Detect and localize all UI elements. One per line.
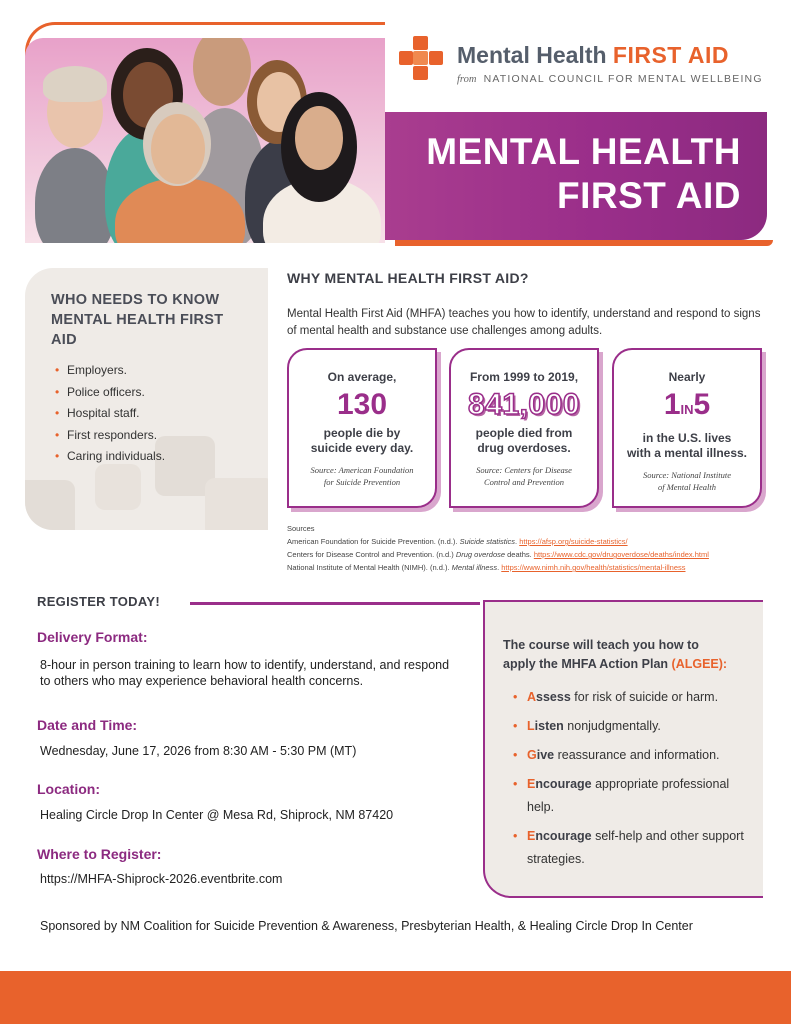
stat-source-line: Control and Prevention xyxy=(483,477,565,487)
source-citation: . xyxy=(515,537,520,546)
algee-text: nonjudgmentally. xyxy=(563,719,661,733)
decorative-tile xyxy=(95,464,141,510)
hero-title-line-1: MENTAL HEALTH xyxy=(426,131,741,172)
stat-source xyxy=(451,464,597,488)
stat-lead: On average, xyxy=(327,370,397,384)
stat-card-mental-illness xyxy=(612,348,762,508)
stat-value xyxy=(614,388,760,427)
decorative-tile xyxy=(25,480,75,530)
list-item xyxy=(513,686,753,709)
algee-letter: A xyxy=(527,690,537,704)
algee-word: ive xyxy=(536,748,555,762)
stat-source-line: for Suicide Prevention xyxy=(323,477,401,487)
stat-source xyxy=(614,469,760,493)
source-citation: American Foundation for Suicide Prevention. (n.d.). xyxy=(287,537,460,546)
algee-text: reassurance and information. xyxy=(554,748,720,762)
source-link[interactable]: https://www.nimh.nih.gov/health/statistics/mental-illness xyxy=(501,563,686,572)
algee-title-line-2 xyxy=(503,655,727,674)
stat-source-line: Source: American Foundation xyxy=(310,465,414,475)
algee-text: for risk of suicide or harm. xyxy=(570,690,719,704)
list-item: • Hospital staff. xyxy=(55,403,165,425)
source-citation: deaths. xyxy=(505,550,534,559)
registration-link[interactable]: https://MHFA-Shiprock-2026.eventbrite.com xyxy=(40,872,283,886)
algee-word: ncourage xyxy=(535,829,592,843)
algee-text: appropriate professional help. xyxy=(527,777,730,814)
person-3-head xyxy=(193,38,251,106)
algee-letter: E xyxy=(527,829,536,843)
stat-value-in: IN xyxy=(680,402,694,417)
location-label: Location: xyxy=(37,781,100,797)
audience-title: WHO NEEDS TO KNOW MENTAL HEALTH FIRST AID xyxy=(51,292,224,348)
date-label: Date and Time: xyxy=(37,717,138,733)
algee-acronym: (ALGEE): xyxy=(671,657,728,671)
stat-value: 130 xyxy=(336,388,388,421)
source-line xyxy=(287,548,709,561)
stat-desc-line: in the U.S. lives xyxy=(642,431,732,445)
stat-desc-line: people died from xyxy=(475,426,573,440)
why-body: Mental Health First Aid (MHFA) teaches you how to identify, understand and respond to signs of mental health and substance use challenges among adults. xyxy=(287,308,761,337)
audience-list xyxy=(55,360,165,468)
stat-source-line: of Mental Health xyxy=(657,482,717,492)
date-value: Wednesday, June 17, 2026 from 8:30 AM - 5:30 PM (MT) xyxy=(40,744,357,758)
stat-lead: Nearly xyxy=(668,370,706,384)
register-heading: REGISTER TODAY! xyxy=(37,594,160,609)
logo-subtitle xyxy=(457,73,763,85)
stat-source-line: Source: Centers for Disease xyxy=(476,465,572,475)
sources-block xyxy=(287,522,709,574)
mhfa-logo xyxy=(397,30,767,100)
algee-list xyxy=(513,686,753,877)
stat-description xyxy=(451,426,597,456)
algee-word: ssess xyxy=(536,690,571,704)
list-item xyxy=(513,773,753,819)
algee-text: self-help and other support strategies. xyxy=(527,829,744,866)
stat-desc-line: people die by xyxy=(323,426,401,440)
stat-desc-line: drug overdoses. xyxy=(477,441,571,455)
source-title: Suicide statistics xyxy=(459,537,516,546)
stat-source-line: Source: National Institute xyxy=(643,470,731,480)
algee-letter: L xyxy=(527,719,535,733)
hero-title-line-2: FIRST AID xyxy=(556,175,741,216)
list-item: • First responders. xyxy=(55,425,165,447)
person-1-hair xyxy=(43,66,107,102)
source-link[interactable]: https://www.cdc.gov/drugoverdose/deaths/index.html xyxy=(533,550,709,559)
source-line xyxy=(287,561,709,574)
decorative-tile xyxy=(205,478,268,530)
person-5-head xyxy=(151,114,205,184)
delivery-value: 8-hour in person training to learn how to identify, understand, and respond to others who may experience behavioral health concerns. xyxy=(40,658,450,688)
delivery-label: Delivery Format: xyxy=(37,629,148,645)
hero-title xyxy=(426,130,741,218)
stat-description xyxy=(614,431,760,461)
source-citation: National Institute of Mental Health (NIMH). (n.d.). xyxy=(287,563,452,572)
stat-desc-line: suicide every day. xyxy=(310,441,414,455)
stat-desc-line: with a mental illness. xyxy=(626,446,748,460)
algee-letter: E xyxy=(527,777,536,791)
source-citation: Centers for Disease Control and Prevention. (n.d.) xyxy=(287,550,456,559)
list-item: • Police officers. xyxy=(55,382,165,404)
person-6-head xyxy=(295,106,343,170)
person-1-body xyxy=(35,148,115,243)
mhfa-cross-icon xyxy=(397,34,445,82)
source-title: Mental illness xyxy=(451,563,498,572)
where-label: Where to Register: xyxy=(37,846,162,862)
stat-lead: From 1999 to 2019, xyxy=(469,370,579,384)
location-value: Healing Circle Drop In Center @ Mesa Rd, Shiprock, NM 87420 xyxy=(40,808,394,822)
algee-title-text: apply the MHFA Action Plan xyxy=(503,657,669,671)
algee-word: ncourage xyxy=(535,777,592,791)
audience-card xyxy=(25,268,268,530)
list-item xyxy=(513,715,753,738)
why-heading: WHY MENTAL HEALTH FIRST AID? xyxy=(287,270,529,286)
logo-name-accent: FIRST AID xyxy=(612,42,730,68)
sponsor-line: Sponsored by NM Coalition for Suicide Prevention & Awareness, Presbyterian Health, & Healing Circle Drop In Center xyxy=(40,919,693,933)
algee-title-line-1: The course will teach you how to xyxy=(503,638,699,652)
stat-value: 841,000 xyxy=(468,388,580,421)
algee-card xyxy=(483,600,763,898)
algee-letter: G xyxy=(527,748,537,762)
list-item xyxy=(513,825,753,871)
hero-banner xyxy=(385,112,767,240)
stat-value-part: 5 xyxy=(693,388,711,421)
source-citation: . xyxy=(497,563,502,572)
list-item xyxy=(513,744,753,767)
stat-source xyxy=(289,464,435,488)
logo-sub-org: NATIONAL COUNCIL FOR MENTAL WELLBEING xyxy=(483,73,763,85)
register-divider xyxy=(190,602,480,605)
hero-group-photo xyxy=(25,38,385,243)
algee-title xyxy=(503,636,727,674)
source-title: Drug overdose xyxy=(455,550,506,559)
logo-wordmark xyxy=(457,42,729,69)
footer-bar xyxy=(0,971,791,1024)
algee-word: isten xyxy=(534,719,564,733)
source-line xyxy=(287,535,709,548)
list-item: • Caring individuals. xyxy=(55,446,165,468)
stat-description xyxy=(289,426,435,456)
source-link[interactable]: https://afsp.org/suicide-statistics/ xyxy=(519,537,628,546)
stat-card-suicide xyxy=(287,348,437,508)
logo-sub-from: from xyxy=(457,74,477,85)
logo-name-main: Mental Health xyxy=(457,42,607,68)
stat-card-overdose xyxy=(449,348,599,508)
sources-heading: Sources xyxy=(287,524,315,533)
stat-value-part: 1 xyxy=(663,388,681,421)
list-item: • Employers. xyxy=(55,360,165,382)
